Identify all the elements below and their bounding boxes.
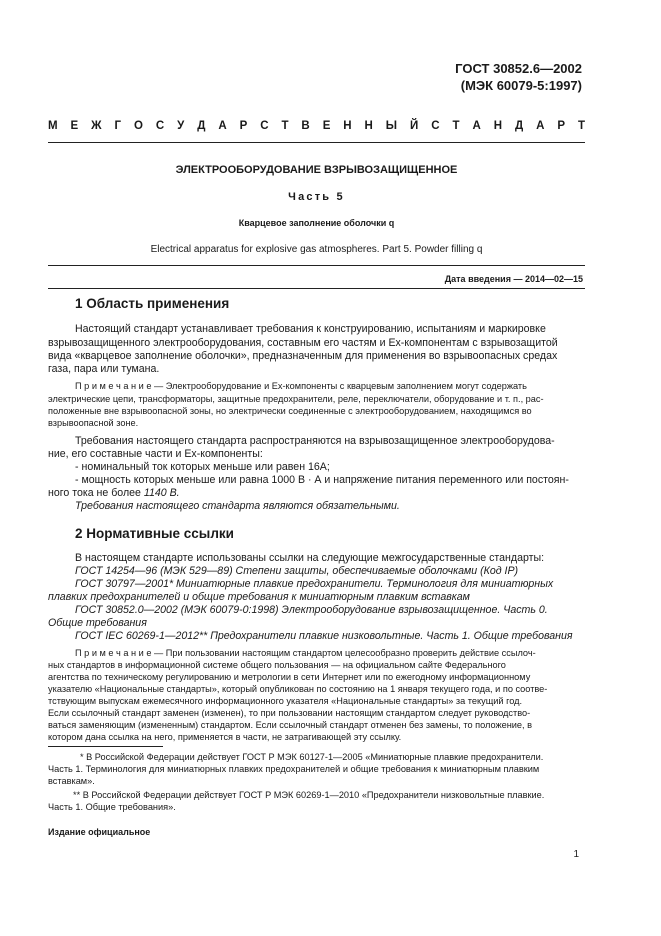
note: ных стандартов в информационной системе общего пользования — на официальном сайте Федерального xyxy=(48,660,506,670)
note: агентства по техническому регулированию и метрологии в сети Интернет или по ежегодному информационному xyxy=(48,672,531,682)
section-heading: 2 Нормативные ссылки xyxy=(75,526,234,541)
iec-code: (МЭК 60079-5:1997) xyxy=(460,78,582,93)
standard-code: ГОСТ 30852.6—2002 xyxy=(455,61,582,76)
footnote: вставкам». xyxy=(48,776,95,786)
paragraph: газа, пара или тумана. xyxy=(48,363,160,375)
note: указателю «Национальные стандарты», который опубликован по состоянию на 1 января текущего года, и по соотве- xyxy=(48,684,548,694)
page-number: 1 xyxy=(573,849,579,860)
divider xyxy=(48,288,585,289)
note: Если ссылочный стандарт заменен (изменен), то при пользовании настоящим стандартом следует руководство- xyxy=(48,708,531,718)
note: электрические цепи, трансформаторы, защитные предохранители, реле, переключатели, оборудование и т. п., рас- xyxy=(48,394,544,404)
paragraph: взрывозащищенного электрооборудования, составным его частям и Ex-компонентам с взрывозащитой xyxy=(48,337,558,349)
note: котором дана ссылка на него, применяется в части, не затрагивающей эту ссылку. xyxy=(48,732,402,742)
note: положенные вне взрывоопасной зоны, но электрически соединенные с электрооборудованием, находящимся во xyxy=(48,406,532,416)
note: ваться заменяющим (измененным) стандартом. Если ссылочный стандарт отменен без замены, то положение, в xyxy=(48,720,533,730)
document-title: ЭЛЕКТРООБОРУДОВАНИЕ ВЗРЫВОЗАЩИЩЕННОЕ xyxy=(175,164,458,176)
reference: плавких предохранителей и общие требования к миниатюрным плавким вставкам xyxy=(48,591,470,603)
edition-label: Издание официальное xyxy=(48,827,151,837)
note: тствующим выпускам ежемесячного информационного указателя «Национальные стандарты» за текущий год. xyxy=(48,696,523,706)
section-heading: 1 Область применения xyxy=(75,296,230,311)
note: П р и м е ч а н и е — Электрооборудование и Ex-компоненты с кварцевым заполнением могут содержать xyxy=(75,381,527,391)
part-label: Часть 5 xyxy=(288,191,345,203)
english-title: Electrical apparatus for explosive gas atmospheres. Part 5. Powder filling q xyxy=(150,244,483,255)
paragraph: В настоящем стандарте использованы ссылки на следующие межгосударственные стандарты: xyxy=(75,552,545,564)
paragraph: Требования настоящего стандарта являются обязательными. xyxy=(75,500,400,512)
document-subtitle: Кварцевое заполнение оболочки q xyxy=(238,218,395,228)
footnote: Часть 1. Терминология для миниатюрных плавких предохранителей и общие требования к миниатюрным плавким xyxy=(48,764,540,774)
effective-date: Дата введения — 2014—02—15 xyxy=(444,274,583,284)
footnote: ** В Российской Федерации действует ГОСТ Р МЭК 60269-1—2010 «Предохранители низковольтные плавкие. xyxy=(73,790,545,800)
paragraph: ние, его составные части и Ex-компоненты: xyxy=(48,448,263,460)
reference: ГОСТ 30797—2001* Миниатюрные плавкие предохранители. Терминология для миниатюрных xyxy=(75,578,554,590)
divider xyxy=(48,142,585,143)
divider xyxy=(48,265,585,266)
reference: Общие требования xyxy=(48,617,147,629)
footnote-rule xyxy=(48,746,163,747)
paragraph: Требования настоящего стандарта распространяются на взрывозащищенное электрооборудова- xyxy=(75,435,555,447)
list-item: - мощность которых меньше или равна 1000 В · А и напряжение питания переменного или постоян- xyxy=(75,474,569,486)
standard-header xyxy=(455,60,582,94)
paragraph: Настоящий стандарт устанавливает требования к конструированию, испытаниям и маркировке xyxy=(75,323,546,335)
reference: ГОСТ IEC 60269-1—2012** Предохранители плавкие низковольтные. Часть 1. Общие требования xyxy=(75,630,573,642)
list-item: - номинальный ток которых меньше или равен 16А; xyxy=(75,461,330,473)
paragraph: вида «кварцевое заполнение оболочки», предназначенным для применения во взрывоопасных средах xyxy=(48,350,558,362)
note: взрывоопасной зоне. xyxy=(48,418,139,428)
interstate-standard-label: М Е Ж Г О С У Д А Р С Т В Е Н Н Ы Й С Т А Н Д А Р Т xyxy=(48,120,585,132)
reference: ГОСТ 14254—96 (МЭК 529—89) Степени защиты, обеспечиваемые оболочками (Код IP) xyxy=(75,565,519,577)
footnote: * В Российской Федерации действует ГОСТ Р МЭК 60127-1—2005 «Миниатюрные плавкие предохранители. xyxy=(80,752,544,762)
reference: ГОСТ 30852.0—2002 (МЭК 60079-0:1998) Электрооборудование взрывозащищенное. Часть 0. xyxy=(75,604,548,616)
note: П р и м е ч а н и е — При пользовании настоящим стандартом целесообразно проверить действие ссылоч- xyxy=(75,648,536,658)
note-label: П р и м е ч а н и е xyxy=(75,381,152,391)
footnote: Часть 1. Общие требования». xyxy=(48,802,176,812)
list-item: ного тока не более 1140 В. xyxy=(48,487,180,499)
note-label: П р и м е ч а н и е xyxy=(75,648,152,658)
